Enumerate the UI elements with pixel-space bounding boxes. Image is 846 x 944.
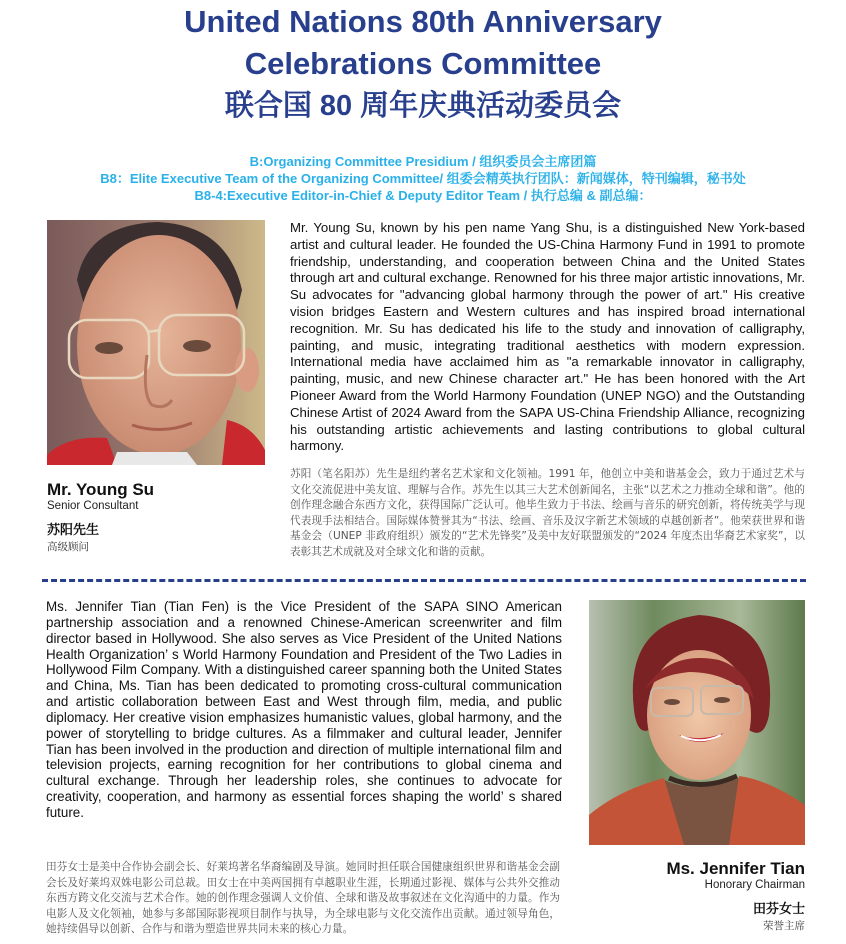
profile-role-jennifer-tian: Honorary Chairman [704,879,805,891]
profile-name-jennifer-tian: Ms. Jennifer Tian [666,859,805,878]
title-line-2: Celebrations Committee [244,46,602,81]
profile-role-zh-jennifer-tian: 荣誉主席 [763,920,805,932]
portrait-man-icon [47,220,265,465]
section-subtitle-2: B8：Elite Executive Team of the Organizing Committee/ 组委会精英执行团队：新闻媒体，特刊编辑，秘书处 [100,171,746,186]
profile-name-young-su: Mr. Young Su [47,480,155,499]
title-chinese: 联合国 80 周年庆典活动委员会 [224,90,622,122]
portrait-jennifer-tian [589,600,805,845]
profile-name-zh-jennifer-tian: 田芬女士 [752,902,805,917]
profile-role-young-su: Senior Consultant [47,500,139,512]
section-divider [42,579,806,582]
section-subtitle-3: B8-4:Executive Editor-in-Chief & Deputy Editor Team / 执行总编 & 副总编： [194,188,652,203]
section-subtitle-1: B:Organizing Committee Presidium / 组织委员会主席团篇 [249,154,597,169]
bio-english-young-su: Mr. Young Su, known by his pen name Yang Shu, is a distinguished New York-based artist and cultural leader. He founded the US-China Harmony Fund in 1991 to promote friendship, understanding, and cooperation between China and the United States through art and cultural exchange. Renowned for his three major artistic innovations, Mr. Su advocates for "advancing global harmony through the power of art." His creative vision bridges Eastern and Western cultures and has inspired broad international recognition. Mr. Su has dedicated his life to the study and innovation of calligraphy, painting, and music, integrating traditional aesthetics with modern expression. International media have acclaimed him as "a remarkable innovator in calligraphy, painting, music, and new Chinese character art." He has been honored with the Art Pioneer Award from the World Harmony Foundation (UNEP NGO) and the Outstanding Chinese Artist of 2024 Award from the SAPA US-China Friendship Alliance, recognizing his outstanding artistic achievements and lasting contributions to global cultural harmony. [290,220,805,454]
title-line-1: United Nations 80th Anniversary [184,4,662,39]
bio-chinese-young-su: 苏阳（笔名阳苏）先生是纽约著名艺术家和文化领袖。1991 年，他创立中美和谐基金会，致力于通过艺术与文化交流促进中美友谊、理解与合作。苏先生以其三大艺术创新闻名，主张“以艺术之力推动全球和谐”。他的创作理念融合东西方文化，获得国际广泛认可。他毕生致力于书法、绘画与音乐的研究创新，将传统美学与现代表现手法相结合。国际媒体赞誉其为“书法、绘画、音乐及汉字新艺术领域的卓越创新者”。他荣获世界和谐基金会（UNEP 非政府组织）颁发的“艺术先锋奖”及美中友好联盟颁发的“2024 年度杰出华裔艺术家奖”，以表彰其艺术成就及对全球文化和谐的贡献。 [290,468,805,558]
portrait-woman-icon [589,600,805,845]
bio-english-jennifer-tian: Ms. Jennifer Tian (Tian Fen) is the Vice President of the SAPA SINO American partnership association and a renowned Chinese-American screenwriter and film director based in Hollywood. She also serves as Vice President of the United Nations Health Organization’ s World Harmony Foundation and President of the Two Ladies in Hollywood Film Company. With a distinguished career spanning both the United States and China, Ms. Tian has been dedicated to promoting cross-cultural communication and artistic collaboration between East and West through film, media, and public diplomacy. Her creative vision emphasizes humanistic values, global harmony, and the power of storytelling to bridge cultures. As a filmmaker and cultural leader, Jennifer Tian has been involved in the production and direction of multiple international film and television projects, earning recognition for her contributions to global cinema and cultural exchange. Through her leadership roles, she continues to advocate for creativity, cooperation, and harmony as essential forces shaping the world’ s shared future. [46,599,562,820]
bio-chinese-jennifer-tian: 田芬女士是美中合作协会副会长、好莱坞著名华裔编剧及导演。她同时担任联合国健康组织世界和谐基金会副会长及好莱坞双姝电影公司总裁。田女士在中美两国拥有卓越职业生涯，长期通过影视、媒体与公共外交推动东西方跨文化交流与艺术合作。她的创作理念强调人文价值、全球和谐及故事叙述在文化沟通中的力量。作为电影人及文化领袖，她参与多部国际影视项目制作与执导，为全球电影与文化交流作出贡献。通过领导角色，她持续倡导以创新、合作与和谐为塑造世界共同未来的核心力量。 [46,861,560,936]
portrait-young-su [47,220,265,465]
profile-role-zh-young-su: 高级顾问 [47,541,89,553]
profile-name-zh-young-su: 苏阳先生 [47,523,100,538]
